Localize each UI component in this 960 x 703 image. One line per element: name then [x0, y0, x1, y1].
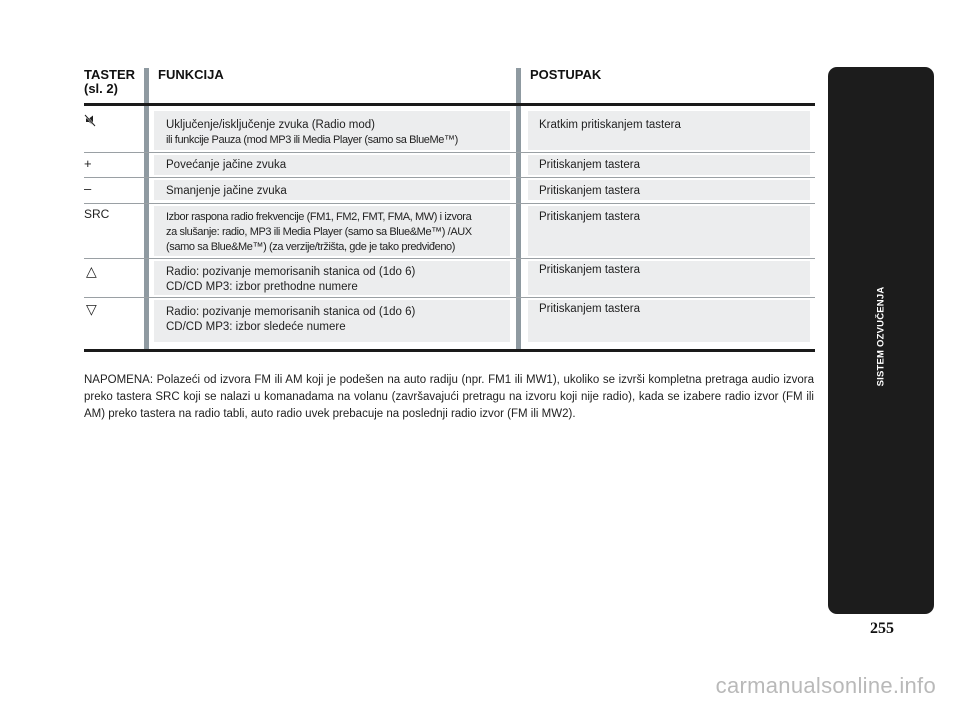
row-volume-down-function: Smanjenje jačine zvuka: [166, 185, 287, 197]
row-src-function-line2: za slušanje: radio, MP3 ili Media Player (samo sa Blue&Me™) /AUX: [166, 226, 472, 238]
up-triangle-icon: △: [86, 263, 97, 279]
table-bottom-rule: [84, 349, 815, 352]
section-title: SISTEM OZVUČENJA: [875, 286, 887, 386]
row-src-procedure: Pritiskanjem tastera: [539, 211, 640, 223]
row-separator: [84, 152, 815, 153]
row-mute-function-line1: Uključenje/isključenje zvuka (Radio mod): [166, 119, 376, 131]
column-header-funkcija: FUNKCIJA: [158, 67, 224, 82]
page-number: 255: [870, 620, 894, 637]
key-src: SRC: [84, 207, 110, 221]
table-top-rule: [84, 103, 815, 106]
column-header-taster-line2: (sl. 2): [84, 81, 118, 96]
row-mute-function-line2: ili funkcije Pauza (mod MP3 ili Media Player (samo sa BlueMe™): [166, 134, 458, 146]
section-side-tab-label: [841, 276, 921, 396]
row-separator: [84, 258, 815, 259]
row-up-function-line1: Radio: pozivanje memorisanih stanica od (1do 6): [166, 266, 416, 278]
key-mute: [84, 114, 96, 131]
row-separator: [84, 297, 815, 298]
key-volume-down: –: [84, 181, 92, 196]
row-up-function-line2: CD/CD MP3: izbor prethodne numere: [166, 281, 358, 293]
row-down-function-line2: CD/CD MP3: izbor sledeće numere: [166, 321, 346, 333]
row-down-function-line1: Radio: pozivanje memorisanih stanica od (1do 6): [166, 306, 416, 318]
mute-icon: [84, 114, 96, 128]
row-down-procedure: Pritiskanjem tastera: [539, 303, 640, 315]
column-divider-procedure: [516, 68, 521, 351]
row-separator: [84, 203, 815, 204]
column-header-taster-line1: TASTER: [84, 67, 136, 82]
row-src-function-line3: (samo sa Blue&Me™) (za verzije/tržišta, gde je tako predviđeno): [166, 241, 456, 253]
row-src-function-line1: Izbor raspona radio frekvencije (FM1, FM2, FMT, FMA, MW) i izvora: [166, 211, 472, 223]
row-volume-down-procedure: Pritiskanjem tastera: [539, 185, 640, 197]
row-volume-up-procedure: Pritiskanjem tastera: [539, 159, 640, 171]
column-header-postupak: POSTUPAK: [530, 67, 602, 82]
watermark: carmanualsonline.info: [715, 673, 936, 698]
note-paragraph: NAPOMENA: Polazeći od izvora FM ili AM koji je podešen na auto radiju (npr. FM1 ili MW1), ukoliko se izvrši kompletna pretraga audio izvora preko tastera SRC koji se nalazi u komanadama na volanu (završavajući pretragu na izvoru koji nije radio), kada se izabere radio izvor (FM ili AM) preko tastera na radio tabli, auto radio uvek prebacuje na poslednji radio izvor (FM ili MW2).: [84, 374, 814, 420]
row-up-procedure: Pritiskanjem tastera: [539, 264, 640, 276]
key-volume-up: +: [84, 156, 92, 171]
column-header-taster: [84, 68, 135, 96]
row-volume-up-function: Povećanje jačine zvuka: [166, 159, 287, 171]
down-triangle-icon: ▽: [86, 301, 97, 317]
row-separator: [84, 177, 815, 178]
row-mute-procedure: Kratkim pritiskanjem tastera: [539, 119, 681, 131]
column-divider-function: [144, 68, 149, 351]
